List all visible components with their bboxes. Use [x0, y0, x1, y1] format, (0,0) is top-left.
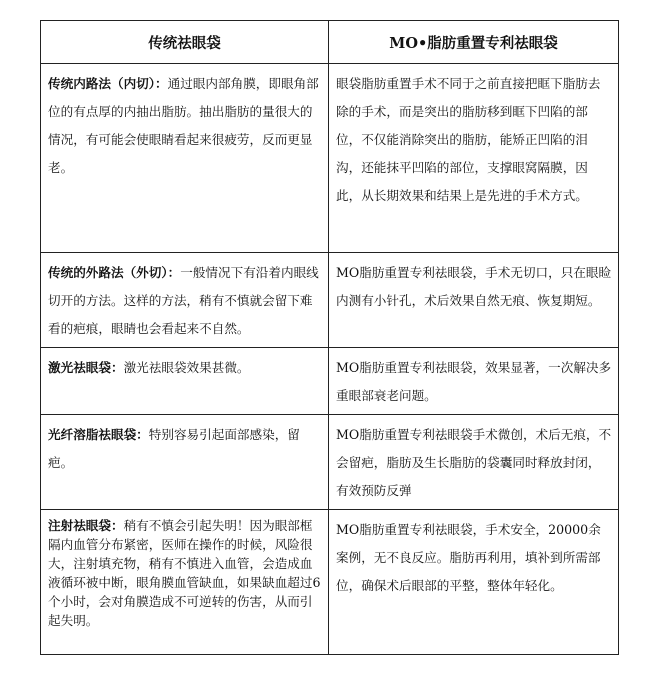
mo-cell	[329, 415, 619, 510]
method-label: 激光祛眼袋：	[48, 360, 124, 375]
traditional-cell	[41, 348, 329, 415]
mo-description: 眼袋脂肪重置手术不同于之前直接把眶下脂肪去除的手术，而是突出的脂肪移到眶下凹陷的部位，不仅能消除突出的脂肪，能矫正凹陷的泪沟，还能抹平凹陷的部位，支撑眼窝隔膜，因此，从长期效果和结果上是先进的手术方式。	[336, 76, 601, 203]
method-label: 光纤溶脂祛眼袋：	[48, 427, 149, 442]
mo-description: MO脂肪重置专利祛眼袋，手术安全，20000余案例，无不良反应。脂肪再利用，填补到所需部位，确保术后眼部的平整，整体年轻化。	[336, 522, 601, 593]
method-description: 特别容易引起面部感染，留疤。	[48, 427, 300, 470]
cell-text	[48, 354, 322, 382]
mo-cell	[329, 510, 619, 655]
method-description: 稍有不慎会引起失明！因为眼部框隔内血管分布紧密，医师在操作的时候，风险很大，注射填充物，稍有不慎进入血管，会造成血液循环被中断，眼角膜血管缺血，如果缺血超过6个小时，会对角膜造成不可逆转的伤害，从而引起失明。	[48, 518, 321, 628]
traditional-cell	[41, 415, 329, 510]
mo-cell	[329, 64, 619, 253]
mo-description: MO脂肪重置专利祛眼袋，效果显著，一次解决多重眼部衰老问题。	[336, 360, 612, 403]
method-description: 激光祛眼袋效果甚微。	[123, 360, 250, 375]
cell-text	[48, 70, 322, 182]
method-label: 传统内路法（内切）：	[48, 76, 168, 91]
table-row	[41, 415, 619, 510]
table-row	[41, 348, 619, 415]
cell-text	[48, 259, 322, 343]
cell-text	[48, 516, 322, 630]
table-row	[41, 64, 619, 253]
comparison-table	[40, 20, 619, 655]
header-mo-fat-reposition: MO•脂肪重置专利祛眼袋	[329, 21, 619, 64]
mo-description: MO脂肪重置专利祛眼袋，手术无切口，只在眼睑内测有小针孔，术后效果自然无痕、恢复期短。	[336, 265, 612, 308]
table-row	[41, 253, 619, 348]
cell-text	[48, 421, 322, 477]
traditional-cell	[41, 253, 329, 348]
header-row	[41, 21, 619, 64]
table-row	[41, 510, 619, 655]
mo-description: MO脂肪重置专利祛眼袋手术微创，术后无痕，不会留疤，脂肪及生长脂肪的袋囊同时释放封闭，有效预防反弹	[336, 427, 612, 498]
method-description: 通过眼内部角膜，即眼角部位的有点厚的内抽出脂肪。抽出脂肪的量很大的情况，有可能会使眼睛看起来很疲劳，反而更显老。	[48, 76, 319, 175]
header-traditional: 传统祛眼袋	[41, 21, 329, 64]
method-label: 注射祛眼袋：	[48, 518, 124, 533]
mo-cell	[329, 348, 619, 415]
traditional-cell	[41, 64, 329, 253]
traditional-cell	[41, 510, 329, 655]
method-label: 传统的外路法（外切）：	[48, 265, 181, 280]
mo-cell	[329, 253, 619, 348]
method-description: 一般情况下有沿着内眼线切开的方法。这样的方法，稍有不慎就会留下难看的疤痕，眼睛也会看起来不自然。	[48, 265, 319, 336]
